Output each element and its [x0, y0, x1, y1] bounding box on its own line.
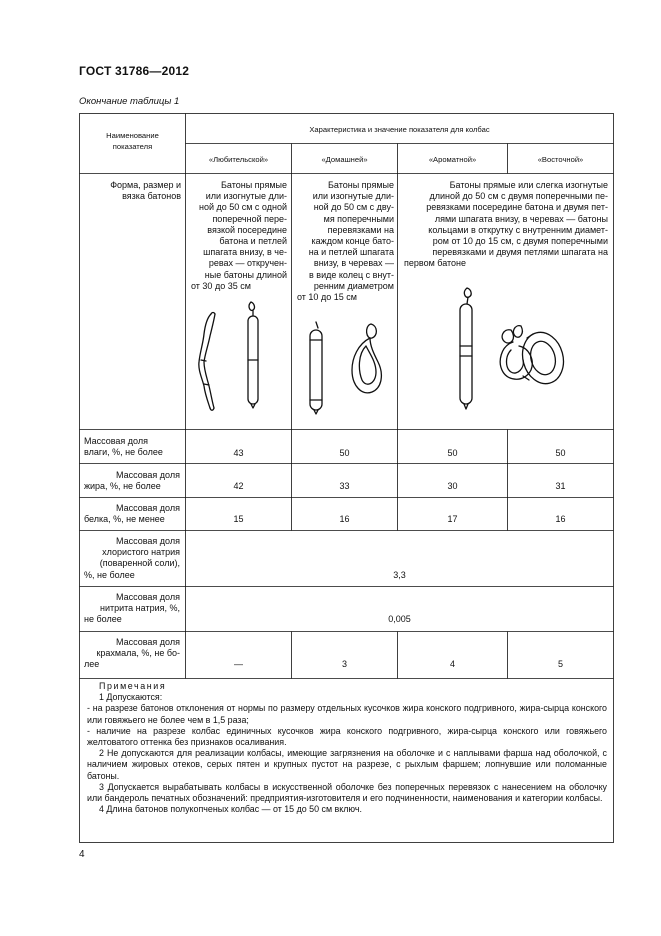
desc-line: ные батоны длиной: [204, 269, 287, 280]
desc-line: перевязками на: [327, 224, 394, 235]
row-label-moisture: [84, 436, 180, 458]
label-line: Массовая доля: [116, 470, 180, 480]
table-notes: [87, 681, 607, 815]
label-line: Массовая доля: [84, 436, 148, 446]
label-line: вязка батонов: [122, 191, 181, 202]
desc-line: Батоны прямые: [221, 180, 287, 190]
row-label-starch: [84, 637, 180, 671]
table-caption: Окончание таблицы 1: [79, 96, 180, 107]
desc-line: ной до 50 см с одной: [198, 202, 287, 213]
header-col-aromatnaya: «Ароматной»: [428, 155, 477, 164]
page-number: 4: [79, 849, 85, 860]
desc-line: или изогнутые дли-: [205, 191, 287, 202]
value-starch-aromatnaya: 4: [449, 659, 455, 669]
label-line: нитрита натрия, %,: [100, 603, 180, 614]
label-line: Массовая доля: [116, 592, 180, 602]
header-col-vostochnaya: «Восточной»: [537, 155, 584, 164]
desc-line: каждом конце бато-: [311, 236, 394, 247]
label-line: Массовая доля: [116, 637, 180, 647]
header-indicator-line: показателя: [112, 142, 153, 152]
value-protein-domashnyaya: 16: [339, 514, 350, 524]
label-line: Массовая доля: [116, 536, 180, 546]
row-label-fat: [84, 470, 180, 492]
desc-line: или изогнутые дли-: [312, 191, 394, 202]
row-label-protein: [84, 503, 180, 525]
desc-line: батона и петлей: [219, 236, 287, 247]
desc-line: длиной до 50 см с двумя поперечными пе-: [429, 191, 608, 202]
desc-line: кольцами в открутку с внутренним диамет-: [428, 224, 608, 235]
value-moisture-domashnyaya: 50: [339, 448, 350, 458]
value-starch-lyubitelskaya: —: [234, 659, 243, 669]
desc-line: перевязками и двумя петлями шпагата на: [432, 247, 608, 258]
note-2: 2 Не допускаются для реализации колбасы, имеющие загрязнения на оболочке и с наплывами фарша над оболочкой, с наличием жировых отеков, серых пятен и крупных пустот на разрезе, с рыхлым фаршем; лопнувшие или поломанные батоны.: [87, 748, 607, 781]
label-line: Форма, размер и: [110, 180, 181, 190]
value-fat-lyubitelskaya: 42: [233, 481, 244, 491]
desc-line: шпагата внизу, в че-: [203, 247, 287, 258]
label-line: влаги, %, не более: [84, 447, 163, 458]
value-moisture-vostochnaya: 50: [555, 448, 566, 458]
row-label-salt: [84, 536, 180, 581]
value-fat-domashnyaya: 33: [339, 481, 350, 491]
label-line: лее: [84, 659, 100, 670]
value-fat-vostochnaya: 31: [555, 481, 566, 491]
value-moisture-aromatnaya: 50: [447, 448, 458, 458]
note-1b: - наличие на разрезе колбас единичных кусочков жира конского подгривного, жира-сырца конского или говяжьего желтоватого оттенка без признаков осаливания.: [87, 725, 607, 748]
header-indicator-line: Наименование: [106, 131, 159, 140]
label-line: Массовая доля: [116, 503, 180, 513]
note-1: 1 Допускаются:: [99, 692, 163, 703]
desc-line: ром от 10 до 15 см, с двумя поперечными: [432, 236, 608, 247]
value-moisture-lyubitelskaya: 43: [233, 448, 244, 458]
desc-line: от 30 до 35 см: [191, 280, 251, 291]
desc-line: мя поперечными: [323, 213, 394, 224]
desc-line: поперечной пере-: [212, 213, 287, 224]
value-protein-lyubitelskaya: 15: [233, 514, 244, 524]
label-line: не более: [84, 614, 122, 625]
desc-line: ревязками посередине батона и двумя пет-: [426, 202, 608, 213]
document-title: ГОСТ 31786—2012: [79, 64, 190, 78]
label-line: хлористого натрия: [102, 547, 180, 558]
value-fat-aromatnaya: 30: [447, 481, 458, 491]
value-salt-all: 3,3: [393, 570, 406, 580]
desc-line: ной до 50 см с дву-: [313, 202, 394, 213]
note-1a: - на разрезе батонов отклонения от нормы по размеру отдельных кусочков жира конского подгривного, жира-сырца конского или говяжьего не более чем в 1,5 раза;: [87, 703, 607, 725]
desc-line: ревах — откручен-: [208, 258, 287, 269]
value-protein-aromatnaya: 17: [447, 514, 458, 524]
desc-line: ренним диаметром: [313, 280, 394, 291]
desc-line: в виде колец с внут-: [309, 269, 394, 280]
value-starch-vostochnaya: 5: [557, 659, 563, 669]
header-group: Характеристика и значение показателя для колбас: [309, 125, 490, 134]
sausage-aromatnaya-illustration: [445, 284, 575, 414]
desc-line: от 10 до 15 см: [297, 292, 357, 303]
value-protein-vostochnaya: 16: [555, 514, 566, 524]
form-row-label: [82, 180, 181, 202]
desc-line: Батоны прямые или слегка изогнутые: [449, 180, 608, 190]
note-4: 4 Длина батонов полукопченых колбас — от 15 до 50 см включ.: [99, 804, 362, 815]
form-desc-aromatnaya-vostochnaya: [404, 180, 608, 270]
sausage-domashnyaya-illustration: [298, 318, 396, 418]
desc-line: Батоны прямые: [328, 180, 394, 190]
form-desc-lyubitelskaya: [191, 180, 287, 292]
row-label-nitrite: [84, 592, 180, 626]
note-3: 3 Допускается вырабатывать колбасы в искусственной оболочке без поперечных перевязок с нанесением на оболочку или бандероль печатных обозначений: предприятия-изготовителя и его подчиненности, наименования и категории колбасы.: [87, 781, 607, 804]
header-col-lyubitelskaya: «Любительской»: [208, 155, 269, 164]
label-line: жира, %, не более: [84, 481, 161, 492]
sausage-lyubitelskaya-illustration: [190, 300, 290, 418]
header-indicator: [80, 130, 185, 152]
value-nitrite-all: 0,005: [388, 614, 411, 624]
desc-line: вязкой посередине: [207, 224, 287, 235]
header-col-domashnyaya: «Домашней»: [321, 155, 368, 164]
label-line: %, не более: [84, 569, 135, 580]
notes-heading: Примечания: [99, 681, 167, 691]
label-line: (поваренной соли),: [99, 558, 180, 569]
label-line: белка, %, не менее: [84, 514, 165, 525]
desc-line: лями шпагата внизу, в черевах — батоны: [434, 213, 608, 224]
desc-line: внизу, в черевах —: [313, 258, 394, 269]
label-line: крахмала, %, не бо-: [96, 648, 180, 659]
form-desc-domashnyaya: [297, 180, 394, 303]
value-starch-domashnyaya: 3: [341, 659, 347, 669]
desc-line: первом батоне: [404, 258, 467, 269]
desc-line: на и петлей шпагата: [308, 247, 394, 258]
